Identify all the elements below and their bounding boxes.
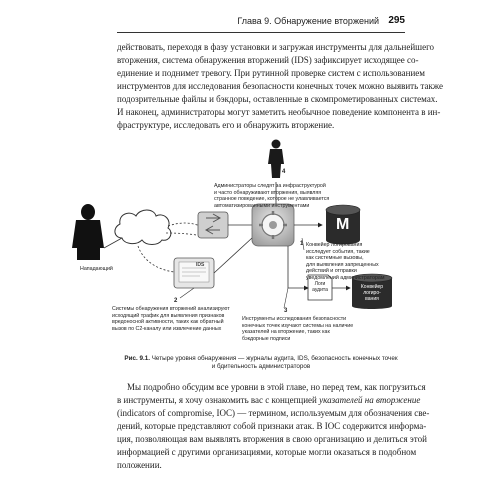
text-line: вторжения, система обнаружения вторжений (IDS) зафиксирует исходящее со-	[117, 55, 419, 65]
ids-link	[138, 246, 174, 272]
running-header	[117, 16, 405, 33]
label-1-line: действий и отправки	[306, 268, 357, 275]
connection-dashed-1	[168, 223, 200, 226]
pipeline-db-label	[352, 284, 392, 302]
text-line: подозрительные файлы и бэкдоры, оставленные в скомпрометированных системах.	[117, 94, 438, 104]
label-4-line: и часто обнаруживают вторжения, выявляя	[214, 189, 322, 196]
pointer-2	[180, 288, 194, 298]
server-gear-icon	[252, 204, 294, 246]
label-4-line: странное поведение, которое не улавливается	[214, 196, 330, 203]
label-3-number: 3	[284, 308, 288, 314]
label-4-line: Администраторы следят за инфраструктурой	[214, 183, 326, 189]
label-3-line: бэкдорные подписи	[242, 335, 291, 342]
text-line: единение и поднимет тревогу. При рутинной проверке систем с использованием	[117, 68, 425, 78]
label-3-line: Инструменты исследования безопасности	[242, 316, 347, 322]
pointer-3	[284, 288, 288, 308]
pipeline-line: Конвейер	[360, 284, 384, 290]
label-2-line: Системы обнаружения вторжений анализируют	[112, 306, 230, 312]
chapter-title: Глава 9. Обнаружение вторжений	[237, 16, 379, 26]
ids-monitor-icon	[174, 258, 214, 288]
label-2-number: 2	[174, 298, 178, 304]
database-m-label: M	[336, 216, 350, 233]
label-1-line: как системные вызовы,	[306, 255, 364, 262]
link-to-audit	[288, 246, 308, 288]
audit-log-label	[309, 281, 331, 293]
attacker-label	[80, 266, 113, 273]
pipeline-line: логиро-	[363, 290, 381, 296]
label-1-line: исследует события, такие	[306, 248, 370, 255]
page-number: 295	[388, 15, 405, 26]
paragraph-intro	[117, 41, 443, 132]
caption-line-1	[117, 355, 405, 363]
text-line: Мы подробно обсудим все уровни в этой главе, но перед тем, как погрузиться	[127, 382, 426, 392]
audit-log-line: Логи	[314, 281, 326, 287]
attacker-figure-icon	[72, 204, 104, 260]
caption-line-2: и бдительность администраторов	[211, 363, 311, 370]
text-line: информацией с другими организациями, которые могли оказаться в подобном	[117, 447, 417, 457]
text-line: ция, позволяющая вам выявлять вторжения в свою организацию и делиться этой	[117, 434, 427, 444]
label-4-line: автоматизированными инструментами	[214, 202, 310, 209]
label-1-number: 1	[300, 241, 304, 247]
attacker-link	[104, 238, 122, 248]
text-line: (indicators of compromise, IOC) — термином, используемым для обозначения све-	[117, 408, 430, 418]
text-fragment: в инструменты, я хочу ознакомить вас с концепцией	[117, 395, 320, 405]
label-2-line: вызов по C2-каналу или извлечение данных	[112, 325, 222, 332]
text-line: действовать, переходя в фазу установки и загружая инструменты для дальнейшего	[117, 42, 435, 52]
ids-badge: IDS	[196, 262, 205, 268]
audit-log-line: аудита	[312, 287, 328, 293]
pipeline-line: вания	[365, 296, 379, 302]
label-1-line: уведомлений администраторам	[306, 274, 385, 281]
network-node-icon	[198, 212, 228, 238]
text-line: фраструктуре, исследовать его и обнаружить вторжение.	[117, 120, 335, 130]
figure-caption	[117, 355, 405, 371]
text-line: инструментов для исследования безопасности конечных точек можно выявить также	[117, 81, 443, 91]
label-4-number: 4	[282, 169, 286, 175]
label-2-text	[112, 306, 230, 332]
text-line: положении.	[117, 460, 162, 470]
ids-to-server	[214, 238, 252, 273]
attacker-text: Нападающий	[80, 266, 113, 272]
internet-cloud-icon	[115, 210, 171, 245]
label-2-line: вредоносной активности, таких как обратный	[112, 319, 224, 326]
text-line: дений, которые представляют собой признаки атак. В IOC содержится информа-	[117, 421, 427, 431]
caption-label: Рис. 9.1.	[124, 355, 150, 362]
caption-text: Четыре уровня обнаружения — журналы аудита, IDS, безопасность конечных точек	[149, 355, 398, 362]
text-line-with-emphasis	[117, 394, 421, 407]
label-3-line: конечных точек изучают системы на наличие	[242, 322, 354, 329]
label-1-line: Конвейер логирования	[306, 242, 363, 248]
label-3-line: указателей на вторжение, таких как	[242, 329, 330, 336]
label-2-line: исходящий трафик для выявления признаков	[112, 312, 225, 319]
label-4-text	[214, 183, 329, 209]
connection-dashed-2	[166, 233, 202, 236]
label-1-line: для выявления запрещенных	[306, 261, 379, 268]
label-3-text	[242, 316, 353, 342]
emphasis-term: указателей на вторжение	[319, 395, 421, 405]
figure-detection-levels	[70, 138, 420, 342]
paragraph-ioc	[117, 381, 430, 472]
label-1-text	[306, 242, 384, 282]
text-line: И наконец, администраторы могут заметить необычное поведение компонента в ин-	[117, 107, 441, 117]
